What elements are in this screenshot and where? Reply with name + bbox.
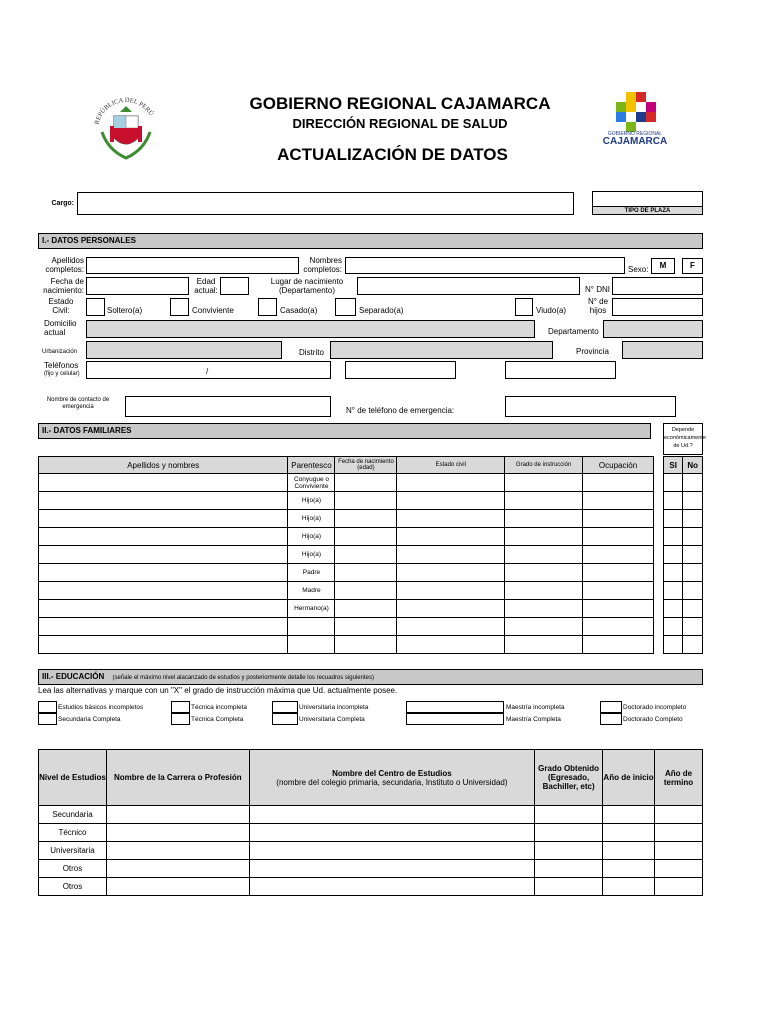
contacto-input[interactable] <box>125 396 331 417</box>
table-cell[interactable] <box>535 806 603 824</box>
no-cell[interactable] <box>683 510 703 528</box>
contacto-label: Nombre de contacto de emergencia <box>46 397 110 410</box>
no-cell[interactable] <box>683 546 703 564</box>
table-row <box>39 878 703 896</box>
table-row <box>39 582 654 600</box>
estado-civil-label: Estado Civil: <box>48 297 74 315</box>
table-cell[interactable] <box>249 824 534 842</box>
nivel-cell: Otros <box>39 860 107 878</box>
lugar-nac-input[interactable] <box>357 277 580 295</box>
si-cell[interactable] <box>664 600 683 618</box>
table-cell[interactable] <box>39 546 288 564</box>
col-anio-inicio: Año de inicio <box>603 750 655 806</box>
si-cell[interactable] <box>664 492 683 510</box>
education-option-label: Universitaria Completa <box>299 716 365 723</box>
parentesco-cell <box>288 636 335 654</box>
table-cell[interactable] <box>335 564 397 582</box>
table-cell[interactable] <box>583 474 654 492</box>
logo-big-text: CAJAMARCA <box>602 136 668 147</box>
tipo-plaza-input[interactable] <box>592 191 703 207</box>
table-row <box>39 528 654 546</box>
table-cell[interactable] <box>655 824 703 842</box>
table-row <box>39 842 703 860</box>
table-row <box>39 618 654 636</box>
table-cell[interactable] <box>106 842 249 860</box>
education-checkbox[interactable] <box>272 701 298 713</box>
table-cell[interactable] <box>603 860 655 878</box>
col-grado <box>535 750 603 806</box>
col-si: SI <box>664 457 683 474</box>
table-cell[interactable] <box>39 564 288 582</box>
table-cell[interactable] <box>505 528 583 546</box>
parentesco-cell <box>288 618 335 636</box>
casado-check[interactable] <box>258 298 277 316</box>
sexo-label: Sexo: <box>628 265 649 274</box>
table-row <box>664 564 703 582</box>
table-row <box>39 600 654 618</box>
table-cell[interactable] <box>397 618 505 636</box>
table-cell[interactable] <box>39 600 288 618</box>
table-cell[interactable] <box>106 860 249 878</box>
edad-label: Edad actual: <box>194 277 218 295</box>
tel-emergencia-label: N° de teléfono de emergencia: <box>346 406 455 415</box>
tipo-plaza-label: TIPO DE PLAZA <box>592 206 703 215</box>
nombres-input[interactable] <box>345 257 625 274</box>
no-cell[interactable] <box>683 564 703 582</box>
telefonos-label: Teléfonos <box>44 361 79 370</box>
table-cell[interactable] <box>655 806 703 824</box>
si-cell[interactable] <box>664 564 683 582</box>
col-parentesco: Parentesco <box>288 457 335 474</box>
table-cell[interactable] <box>583 582 654 600</box>
table-cell[interactable] <box>335 582 397 600</box>
table-cell[interactable] <box>39 618 288 636</box>
no-cell[interactable] <box>683 582 703 600</box>
cajamarca-logo <box>596 88 682 150</box>
table-cell[interactable] <box>505 564 583 582</box>
table-cell[interactable] <box>583 492 654 510</box>
depende-label: Depende económicamente de Ud.? <box>663 423 703 455</box>
col-centro-title: Nombre del Centro de Estudios <box>332 768 452 778</box>
domicilio-input[interactable] <box>86 320 535 338</box>
si-cell[interactable] <box>664 636 683 654</box>
provincia-label: Provincia <box>576 347 609 356</box>
table-cell[interactable] <box>39 528 288 546</box>
table-cell[interactable] <box>535 860 603 878</box>
table-cell[interactable] <box>397 564 505 582</box>
table-cell[interactable] <box>335 618 397 636</box>
table-row <box>39 636 654 654</box>
table-cell[interactable] <box>505 546 583 564</box>
table-cell[interactable] <box>397 492 505 510</box>
table-cell[interactable] <box>249 860 534 878</box>
table-row <box>664 474 703 492</box>
cargo-input[interactable] <box>77 192 574 215</box>
education-checkbox[interactable] <box>38 701 57 713</box>
table-cell[interactable] <box>655 842 703 860</box>
table-row <box>664 618 703 636</box>
table-cell[interactable] <box>505 582 583 600</box>
form-title: ACTUALIZACIÓN DE DATOS <box>277 145 508 164</box>
domicilio-label: Domicilio actual <box>44 319 77 337</box>
table-row <box>664 582 703 600</box>
section-datos-personales: I.- DATOS PERSONALES <box>38 233 703 249</box>
apellidos-input[interactable] <box>86 257 299 274</box>
table-row <box>664 600 703 618</box>
table-cell[interactable] <box>397 600 505 618</box>
educacion-title: III.- EDUCACIÓN <box>42 672 105 681</box>
table-cell[interactable] <box>583 618 654 636</box>
col-estado-civil: Estado civil <box>397 457 505 474</box>
table-cell[interactable] <box>583 510 654 528</box>
education-option-label: Doctorado incompleto <box>623 704 687 711</box>
seal-text: REPÚBLICA DEL PERÚ <box>93 96 155 126</box>
peru-seal <box>88 90 164 166</box>
col-grado-title: Grado Obtenido <box>538 764 600 773</box>
nivel-cell: Secundaria <box>39 806 107 824</box>
parentesco-cell: Madre <box>288 582 335 600</box>
table-cell[interactable] <box>603 842 655 860</box>
departamento-input[interactable] <box>603 320 703 338</box>
education-checkbox[interactable] <box>171 713 190 725</box>
table-cell[interactable] <box>505 492 583 510</box>
col-nivel-estudios: Nivel de Estudios <box>39 750 107 806</box>
urbanizacion-input[interactable] <box>86 341 282 359</box>
table-cell[interactable] <box>39 474 288 492</box>
departamento-label: Departamento <box>548 327 599 336</box>
nivel-cell: Universitaria <box>39 842 107 860</box>
table-cell[interactable] <box>249 878 534 896</box>
table-cell[interactable] <box>106 824 249 842</box>
hijos-input[interactable] <box>612 298 703 316</box>
separado-check[interactable] <box>335 298 356 316</box>
table-cell[interactable] <box>249 806 534 824</box>
table-cell[interactable] <box>39 582 288 600</box>
lugar-nac-label: Lugar de nacimiento (Departamento) <box>270 277 344 295</box>
tel-emergencia-input[interactable] <box>505 396 676 417</box>
table-cell[interactable] <box>603 806 655 824</box>
distrito-label: Distrito <box>299 348 324 357</box>
education-checkbox[interactable] <box>38 713 57 725</box>
no-cell[interactable] <box>683 528 703 546</box>
table-row <box>39 510 654 528</box>
table-cell[interactable] <box>397 546 505 564</box>
parentesco-cell: Hijo(a) <box>288 510 335 528</box>
telefono-slash: / <box>206 367 209 376</box>
table-cell[interactable] <box>505 600 583 618</box>
table-cell[interactable] <box>535 824 603 842</box>
table-row <box>664 510 703 528</box>
no-cell[interactable] <box>683 600 703 618</box>
si-cell[interactable] <box>664 546 683 564</box>
col-centro <box>249 750 534 806</box>
page-subtitle: DIRECCIÓN REGIONAL DE SALUD <box>292 116 508 131</box>
table-cell[interactable] <box>39 636 288 654</box>
col-no: No <box>683 457 703 474</box>
section-datos-familiares: II.- DATOS FAMILIARES <box>38 423 651 439</box>
dni-input[interactable] <box>612 277 703 295</box>
education-checkbox[interactable] <box>171 701 190 713</box>
table-cell[interactable] <box>335 528 397 546</box>
parentesco-cell: Hermano(a) <box>288 600 335 618</box>
educacion-instruction: Lea las alternativas y marque con un "X" el grado de instrucción máxima que Ud. actualmente posee. <box>38 686 398 695</box>
cargo-label: Cargo: <box>51 200 74 207</box>
si-cell[interactable] <box>664 582 683 600</box>
education-checkbox[interactable] <box>600 713 622 725</box>
sexo-f-box[interactable]: F <box>682 258 703 274</box>
education-option-label: Estudios básicos incompletos <box>58 704 144 711</box>
table-row <box>39 492 654 510</box>
col-apellidos-nombres: Apellidos y nombres <box>39 457 288 474</box>
si-cell[interactable] <box>664 510 683 528</box>
nombres-label: Nombres completos: <box>303 256 342 274</box>
education-option-label: Doctorado Completo <box>623 716 683 723</box>
depende-table <box>663 456 703 654</box>
parentesco-cell: Hijo(a) <box>288 546 335 564</box>
parentesco-cell: Conyugue o Conviviente <box>288 474 335 492</box>
table-row <box>664 636 703 654</box>
apellidos-label: Apellidos completos: <box>45 256 84 274</box>
education-checkbox[interactable] <box>600 701 622 713</box>
table-cell[interactable] <box>335 510 397 528</box>
education-option-label: Técnica incompleta <box>191 704 247 711</box>
no-cell[interactable] <box>683 618 703 636</box>
table-cell[interactable] <box>335 492 397 510</box>
educacion-note: (señale el máximo nivel alacanzado de estudios y posteriormente detalle los recuadros siguientes) <box>112 675 374 681</box>
table-cell[interactable] <box>655 878 703 896</box>
table-cell[interactable] <box>335 546 397 564</box>
no-cell[interactable] <box>683 474 703 492</box>
table-cell[interactable] <box>335 600 397 618</box>
conviviente-label: Conviviente <box>192 306 234 315</box>
si-cell[interactable] <box>664 528 683 546</box>
parentesco-cell: Padre <box>288 564 335 582</box>
table-row <box>39 806 703 824</box>
logo-small-text: GOBIERNO REGIONAL <box>607 131 663 137</box>
table-cell[interactable] <box>583 546 654 564</box>
table-row <box>39 546 654 564</box>
table-row <box>664 528 703 546</box>
fecha-nac-input[interactable] <box>86 277 189 295</box>
table-cell[interactable] <box>397 510 505 528</box>
table-cell[interactable] <box>39 510 288 528</box>
telefono-celular-input[interactable] <box>345 361 456 379</box>
col-centro-sub: (nombre del colegio primaria, secundaria, Instituto o Universidad) <box>276 777 508 787</box>
education-option-label: Técnica Completa <box>191 716 244 723</box>
table-cell[interactable] <box>583 600 654 618</box>
col-fecha-nacimiento: Fecha de nacimiento (edad) <box>335 457 397 474</box>
table-cell[interactable] <box>335 474 397 492</box>
col-anio-termino: Año de termino <box>655 750 703 806</box>
viudo-check[interactable] <box>515 298 533 316</box>
table-cell[interactable] <box>505 618 583 636</box>
table-cell[interactable] <box>603 878 655 896</box>
provincia-input[interactable] <box>622 341 703 359</box>
table-cell[interactable] <box>535 878 603 896</box>
table-cell[interactable] <box>583 528 654 546</box>
parentesco-cell: Hijo(a) <box>288 492 335 510</box>
casado-label: Casado(a) <box>280 306 318 315</box>
hijos-label: N° de hijos <box>587 297 609 315</box>
table-row <box>39 860 703 878</box>
table-cell[interactable] <box>106 878 249 896</box>
table-cell[interactable] <box>603 824 655 842</box>
table-cell[interactable] <box>397 582 505 600</box>
table-cell[interactable] <box>505 636 583 654</box>
soltero-check[interactable] <box>86 298 105 316</box>
table-row <box>664 546 703 564</box>
si-cell[interactable] <box>664 618 683 636</box>
separado-label: Separado(a) <box>359 306 404 315</box>
telefono-extra-input[interactable] <box>505 361 616 379</box>
education-checkbox[interactable] <box>406 713 504 725</box>
estudios-table <box>38 749 703 896</box>
telefono-fijo-input[interactable] <box>86 361 331 379</box>
soltero-label: Soltero(a) <box>107 306 143 315</box>
page-title: GOBIERNO REGIONAL CAJAMARCA <box>249 94 551 113</box>
viudo-label: Viudo(a) <box>536 306 567 315</box>
table-cell[interactable] <box>505 510 583 528</box>
table-cell[interactable] <box>335 636 397 654</box>
education-option-label: Maestría Completa <box>506 716 561 723</box>
no-cell[interactable] <box>683 492 703 510</box>
table-cell[interactable] <box>249 842 534 860</box>
table-cell[interactable] <box>106 806 249 824</box>
edad-input[interactable] <box>220 277 249 295</box>
table-cell[interactable] <box>397 636 505 654</box>
sexo-m-box[interactable]: M <box>651 258 675 274</box>
table-cell[interactable] <box>397 528 505 546</box>
distrito-input[interactable] <box>330 341 553 359</box>
education-option-label: Secundaria Completa <box>58 716 121 723</box>
table-row <box>39 474 654 492</box>
table-cell[interactable] <box>39 492 288 510</box>
section-educacion <box>38 669 703 685</box>
urbanizacion-label: Urbanización <box>42 349 78 355</box>
education-checkbox[interactable] <box>406 701 504 713</box>
table-row <box>664 492 703 510</box>
table-cell[interactable] <box>397 474 505 492</box>
fecha-nac-label: Fecha de nacimiento: <box>43 277 84 295</box>
table-row <box>39 564 654 582</box>
col-grado-instruccion: Grado de instrucción <box>505 457 583 474</box>
table-cell[interactable] <box>505 474 583 492</box>
table-cell[interactable] <box>583 564 654 582</box>
conviviente-check[interactable] <box>170 298 189 316</box>
col-grado-sub: (Egresado, Bachiller, etc) <box>542 773 595 791</box>
table-cell[interactable] <box>583 636 654 654</box>
no-cell[interactable] <box>683 636 703 654</box>
col-carrera: Nombre de la Carrera o Profesión <box>106 750 249 806</box>
dni-label: N° DNI <box>585 285 610 294</box>
education-checkbox[interactable] <box>272 713 298 725</box>
table-row <box>39 824 703 842</box>
education-option-label: Maestría incompleta <box>506 704 565 711</box>
table-cell[interactable] <box>535 842 603 860</box>
si-cell[interactable] <box>664 474 683 492</box>
telefonos-sublabel: (fijo y celular) <box>44 371 80 377</box>
familiares-table <box>38 456 654 654</box>
nivel-cell: Otros <box>39 878 107 896</box>
nivel-cell: Técnico <box>39 824 107 842</box>
table-cell[interactable] <box>655 860 703 878</box>
education-option-label: Universitaria incompleta <box>299 704 369 711</box>
col-ocupacion: Ocupación <box>583 457 654 474</box>
parentesco-cell: Hijo(a) <box>288 528 335 546</box>
